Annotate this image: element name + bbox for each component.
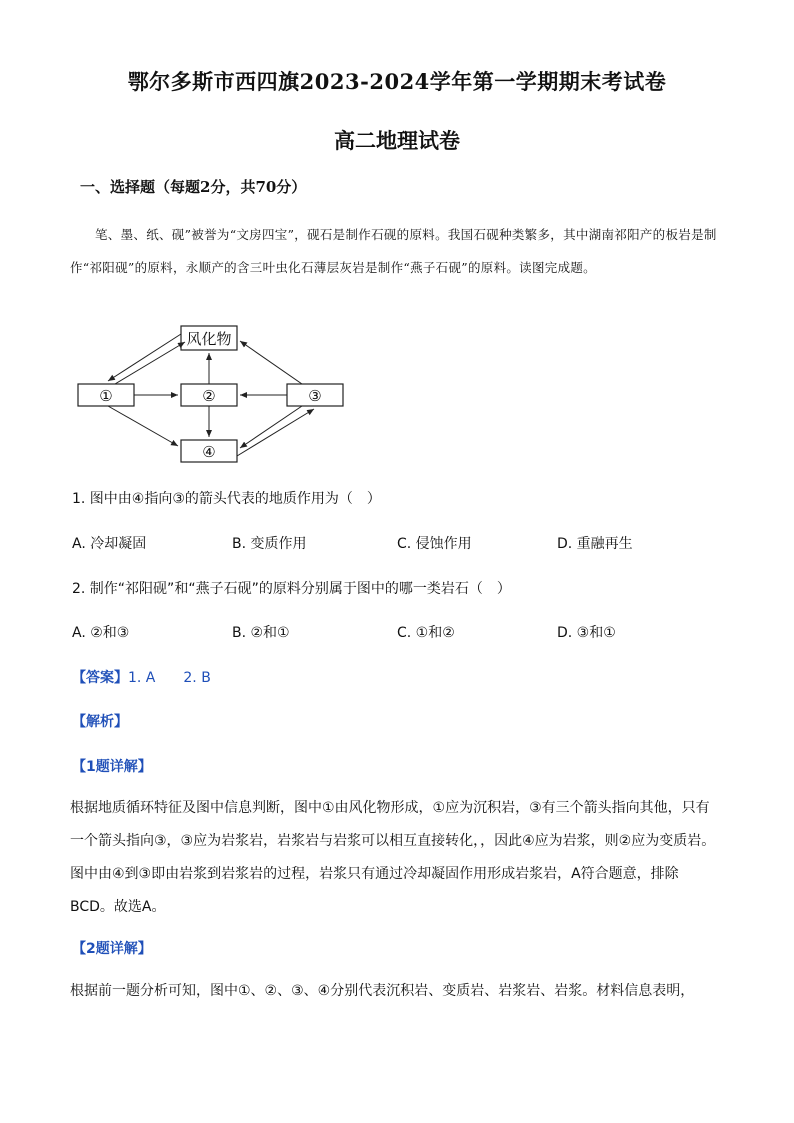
analysis-label: 【解析】 xyxy=(72,714,128,730)
arrow-weathering-to-1 xyxy=(108,334,181,381)
question-1-option-b: B. 变质作用 xyxy=(232,536,307,552)
rock-cycle-diagram xyxy=(70,318,360,468)
question-2-stem: 2. 制作“祁阳砚”和“燕子石砚”的原料分别属于图中的哪一类岩石（ ） xyxy=(72,581,511,597)
node-3-label: ③ xyxy=(308,387,322,405)
arrow-4-to-3 xyxy=(237,409,314,456)
arrow-1-to-weathering xyxy=(115,342,185,384)
answer-value: 1. A 2. B xyxy=(128,670,211,686)
question-2-option-c: C. ①和② xyxy=(397,625,455,641)
node-1-label: ① xyxy=(99,387,113,405)
question-1-option-a: A. 冷却凝固 xyxy=(72,536,147,552)
answer-line xyxy=(72,667,211,687)
detail-2-label: 【2题详解】 xyxy=(72,941,152,957)
question-2-option-b: B. ②和① xyxy=(232,625,290,641)
exam-subtitle: 高二地理试卷 xyxy=(334,128,460,153)
detail-1-text: 根据地质循环特征及图中信息判断，图中①由风化物形成，①应为沉积岩，③有三个箭头指向其他，只有一个箭头指向③，③应为岩浆岩，岩浆岩与岩浆可以相互直接转化，，因此④应为岩浆，则②应为变质岩。图中由④到③即由岩浆到岩浆岩的过程，岩浆只有通过冷却凝固作用形成岩浆岩，A符合题意，排除BCD。故选A。 xyxy=(70,800,716,915)
question-2-option-d: D. ③和① xyxy=(557,625,616,641)
section-heading: 一、选择题（每题2分，共70分） xyxy=(80,178,307,196)
question-1-option-d: D. 重融再生 xyxy=(557,536,633,552)
detail-2-text: 根据前一题分析可知，图中①、②、③、④分别代表沉积岩、变质岩、岩浆岩、岩浆。材料信息表明， xyxy=(70,983,695,999)
arrow-3-to-4 xyxy=(240,406,302,448)
intro-paragraph: 笔、墨、纸、砚”被誉为“文房四宝”，砚石是制作石砚的原料。我国石砚种类繁多，其中湖南祁阳产的板岩是制作“祁阳砚”的原料，永顺产的含三叶虫化石薄层灰岩是制作“燕子石砚”的原料。读图完成题。 xyxy=(70,227,717,275)
question-2-option-a: A. ②和③ xyxy=(72,625,130,641)
node-weathering-label: 风化物 xyxy=(186,330,232,348)
answer-label: 【答案】 xyxy=(72,670,128,686)
arrow-3-to-weathering xyxy=(240,341,302,384)
node-4-label: ④ xyxy=(202,443,216,461)
arrow-1-to-4 xyxy=(108,406,178,446)
question-1-stem: 1. 图中由④指向③的箭头代表的地质作用为（ ） xyxy=(72,491,381,507)
node-2-label: ② xyxy=(202,387,216,405)
question-1-option-c: C. 侵蚀作用 xyxy=(397,536,472,552)
detail-1-label: 【1题详解】 xyxy=(72,759,152,775)
exam-title: 鄂尔多斯市西四旗2023-2024学年第一学期期末考试卷 xyxy=(127,69,667,94)
